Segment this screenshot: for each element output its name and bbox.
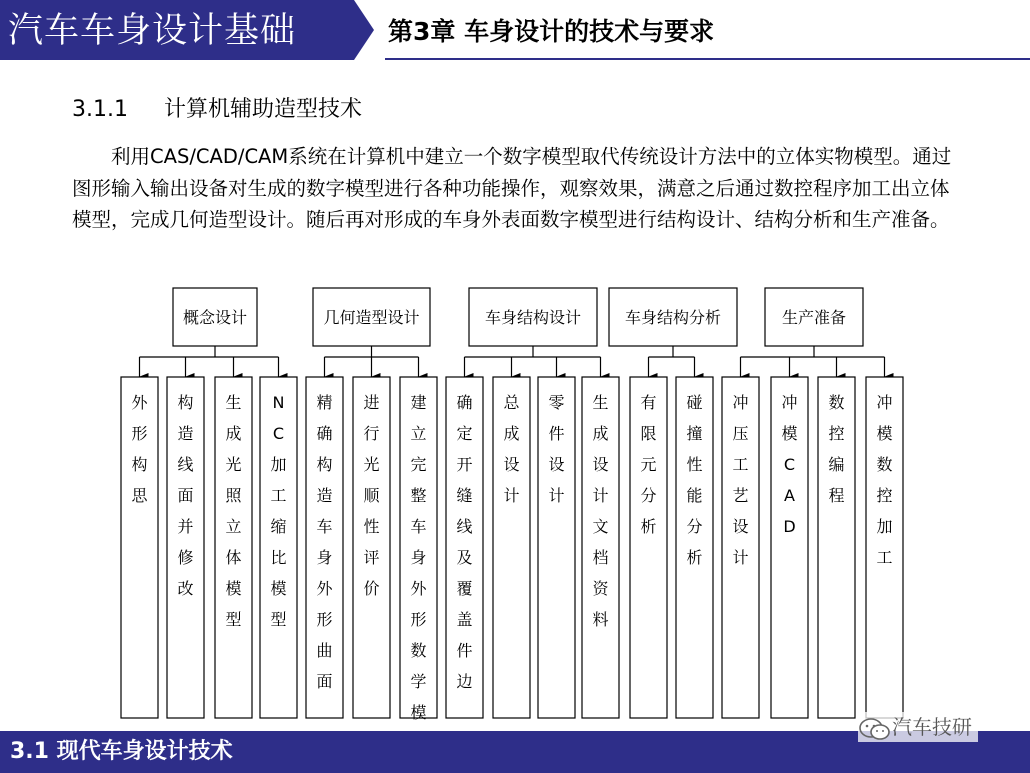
leaf-label: 进行光顺性评价 bbox=[363, 393, 380, 598]
wechat-icon bbox=[858, 717, 892, 741]
leaf-label: 数控编程 bbox=[828, 393, 845, 505]
watermark bbox=[858, 712, 978, 742]
footer-label: 3.1 现代车身设计技术 bbox=[10, 739, 233, 764]
leaf-label: 总成设计 bbox=[503, 393, 520, 505]
leaf-label: 碰撞性能分析 bbox=[686, 393, 703, 567]
category-group bbox=[306, 288, 437, 722]
leaf-label: 外形构思 bbox=[131, 393, 148, 505]
section-title: 计算机辅助造型技术 bbox=[164, 97, 363, 122]
leaf-label: 确定开缝线及覆盖件边 bbox=[456, 393, 473, 691]
watermark-text: 汽车技研 bbox=[892, 715, 972, 739]
category-label: 车身结构分析 bbox=[624, 308, 722, 327]
category-group bbox=[121, 288, 297, 718]
leaf-label: 建立完整车身外形数学模 bbox=[410, 393, 427, 722]
category-label: 车身结构设计 bbox=[484, 308, 582, 327]
leaf-label: 冲模数控加工 bbox=[876, 393, 893, 567]
leaf-label: 冲压工艺设计 bbox=[732, 393, 749, 567]
category-label: 生产准备 bbox=[781, 308, 847, 327]
category-group bbox=[446, 288, 619, 718]
leaf-label: 精确构造车身外形曲面 bbox=[316, 393, 333, 691]
section-number: 3.1.1 bbox=[72, 97, 128, 122]
category-group bbox=[722, 288, 903, 718]
leaf-label: 零件设计 bbox=[548, 393, 565, 505]
course-title: 汽车车身设计基础 bbox=[8, 11, 297, 51]
category-group bbox=[609, 288, 737, 718]
body-paragraph: 利用CAS/CAD/CAM系统在计算机中建立一个数字模型取代传统设计方法中的立体实物模型。通过图形输入输出设备对生成的数字模型进行各种功能操作，观察效果，满意之后通过数控程序加工出立体模型，完成几何造型设计。随后再对形成的车身外表面数字模型进行结构设计、结构分析和生产准备。 bbox=[72, 145, 952, 231]
category-label: 概念设计 bbox=[182, 308, 248, 327]
leaf-label: 生成设计文档资料 bbox=[592, 393, 609, 629]
leaf-label: 冲模 C A D bbox=[781, 393, 798, 536]
leaf-label: 生成光照立体模型 bbox=[225, 393, 242, 629]
leaf-label: 有限元分析 bbox=[640, 393, 657, 536]
leaf-label: 构造线面并修改 bbox=[177, 393, 194, 598]
chapter-title: 第3章 车身设计的技术与要求 bbox=[388, 17, 715, 46]
category-label: 几何造型设计 bbox=[323, 308, 420, 327]
leaf-label: N C 加工缩比模型 bbox=[270, 393, 287, 629]
